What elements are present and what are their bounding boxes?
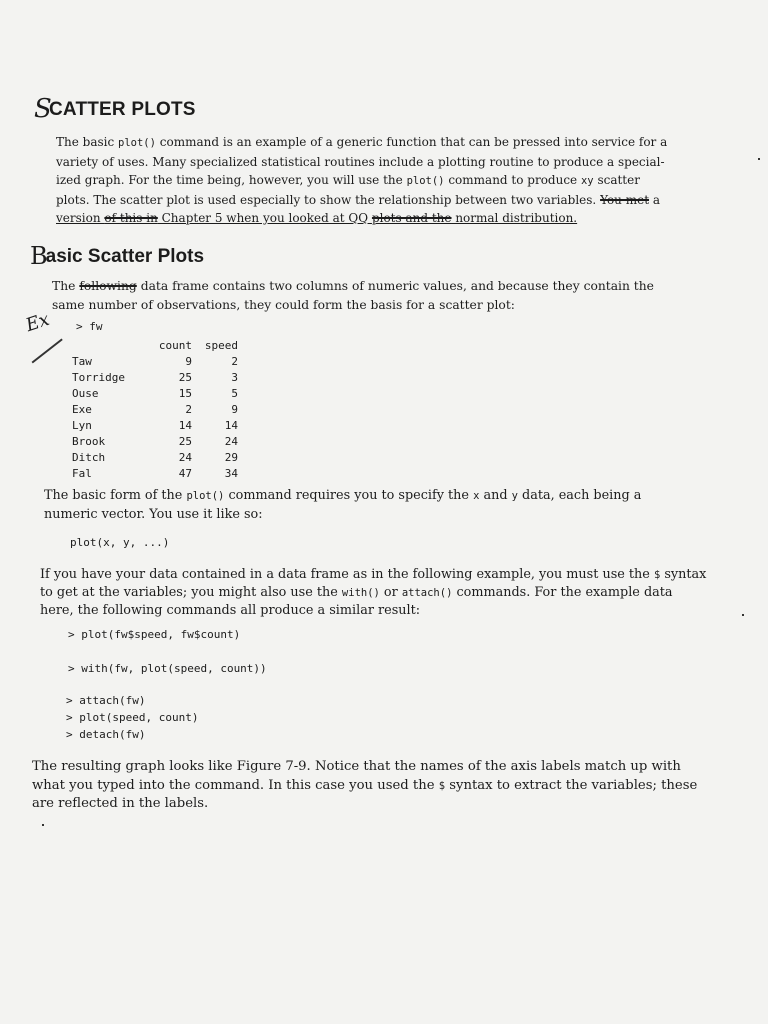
data-frame-paragraph — [52, 277, 654, 314]
data-frame-table — [72, 338, 238, 481]
code-example-detach: > detach(fw) — [66, 728, 146, 741]
table-row: Taw 9 2 — [72, 355, 238, 369]
sub-title-text: asic Scatter Plots — [45, 246, 205, 267]
section-title-text: CATTER PLOTS — [49, 99, 196, 120]
para2-line-2: same number of observations, they could form the basis for a scatter plot: — [52, 297, 515, 312]
section-title-lead: S — [34, 94, 53, 124]
table-row: Torridge 25 3 — [72, 371, 238, 385]
para3-line-1: The basic form of the plot() command requires you to specify the x and y data, each being a — [44, 488, 642, 503]
intro-line-2: variety of uses. Many specialized statistical routines include a plotting routine to produce a special- — [56, 154, 665, 169]
data-frame-usage-paragraph — [40, 566, 706, 620]
sub-title — [30, 242, 204, 270]
code-example-attach: > attach(fw) — [66, 694, 146, 707]
code-plot-signature: plot(x, y, ...) — [70, 536, 170, 549]
stray-dot — [758, 158, 760, 160]
table-row: Brook 25 24 — [72, 434, 238, 448]
table-row: Ditch 24 29 — [72, 450, 238, 464]
table-header-speed: speed — [204, 339, 238, 353]
code-example-plot: > plot(fw$speed, fw$count) — [68, 628, 241, 641]
table-header-count: count — [158, 339, 192, 353]
intro-line-3: ized graph. For the time being, however, you will use the plot() command to produce xy scatter — [56, 173, 640, 187]
stray-dot — [742, 614, 744, 616]
table-row: Exe 2 9 — [72, 403, 238, 416]
table-row: Lyn 14 14 — [72, 418, 238, 432]
code-example-with: > with(fw, plot(speed, count)) — [68, 662, 267, 675]
command-fw: > fw — [76, 320, 103, 333]
resulting-graph-paragraph — [32, 758, 697, 814]
para3-line-2: numeric vector. You use it like so: — [44, 506, 263, 522]
para5-line-2: what you typed into the command. In this case you used the $ syntax to extract the variables; these — [32, 777, 698, 793]
table-row: Ouse 15 5 — [72, 387, 238, 401]
sub-title-lead: B — [30, 242, 48, 270]
para5-line-3: are reflected in the labels. — [32, 796, 209, 811]
para5-line-1: The resulting graph looks like Figure 7-9. Notice that the names of the axis labels match up with — [32, 759, 681, 774]
plot-form-paragraph — [44, 487, 641, 524]
table-row: Fal 47 34 — [72, 466, 238, 480]
para4-line-3: here, the following commands all produce a similar result: — [40, 603, 421, 618]
code-example-plot-attached: > plot(speed, count) — [66, 711, 199, 724]
margin-stroke — [32, 338, 63, 363]
intro-line-5: version of this in Chapter 5 when you looked at QQ plots and the normal distribution. — [56, 211, 578, 225]
intro-line-4: plots. The scatter plot is used especially to show the relationship between two variables. You met a — [56, 192, 660, 207]
table-header-rowname — [72, 338, 144, 354]
table-header-row — [72, 338, 238, 354]
stray-dot — [42, 824, 44, 826]
intro-line-1: The basic plot() command is an example of a generic function that can be pressed into service for a — [56, 135, 668, 149]
section-title — [34, 94, 196, 124]
margin-note: Ex — [23, 308, 52, 337]
intro-paragraph — [56, 133, 667, 228]
para4-line-2: to get at the variables; you might also use the with() or attach() commands. For the example data — [40, 585, 673, 600]
para2-line-1: The following data frame contains two columns of numeric values, and because they contain the — [52, 279, 654, 293]
para4-line-1: If you have your data contained in a data frame as in the following example, you must use the $ syntax — [40, 567, 707, 582]
